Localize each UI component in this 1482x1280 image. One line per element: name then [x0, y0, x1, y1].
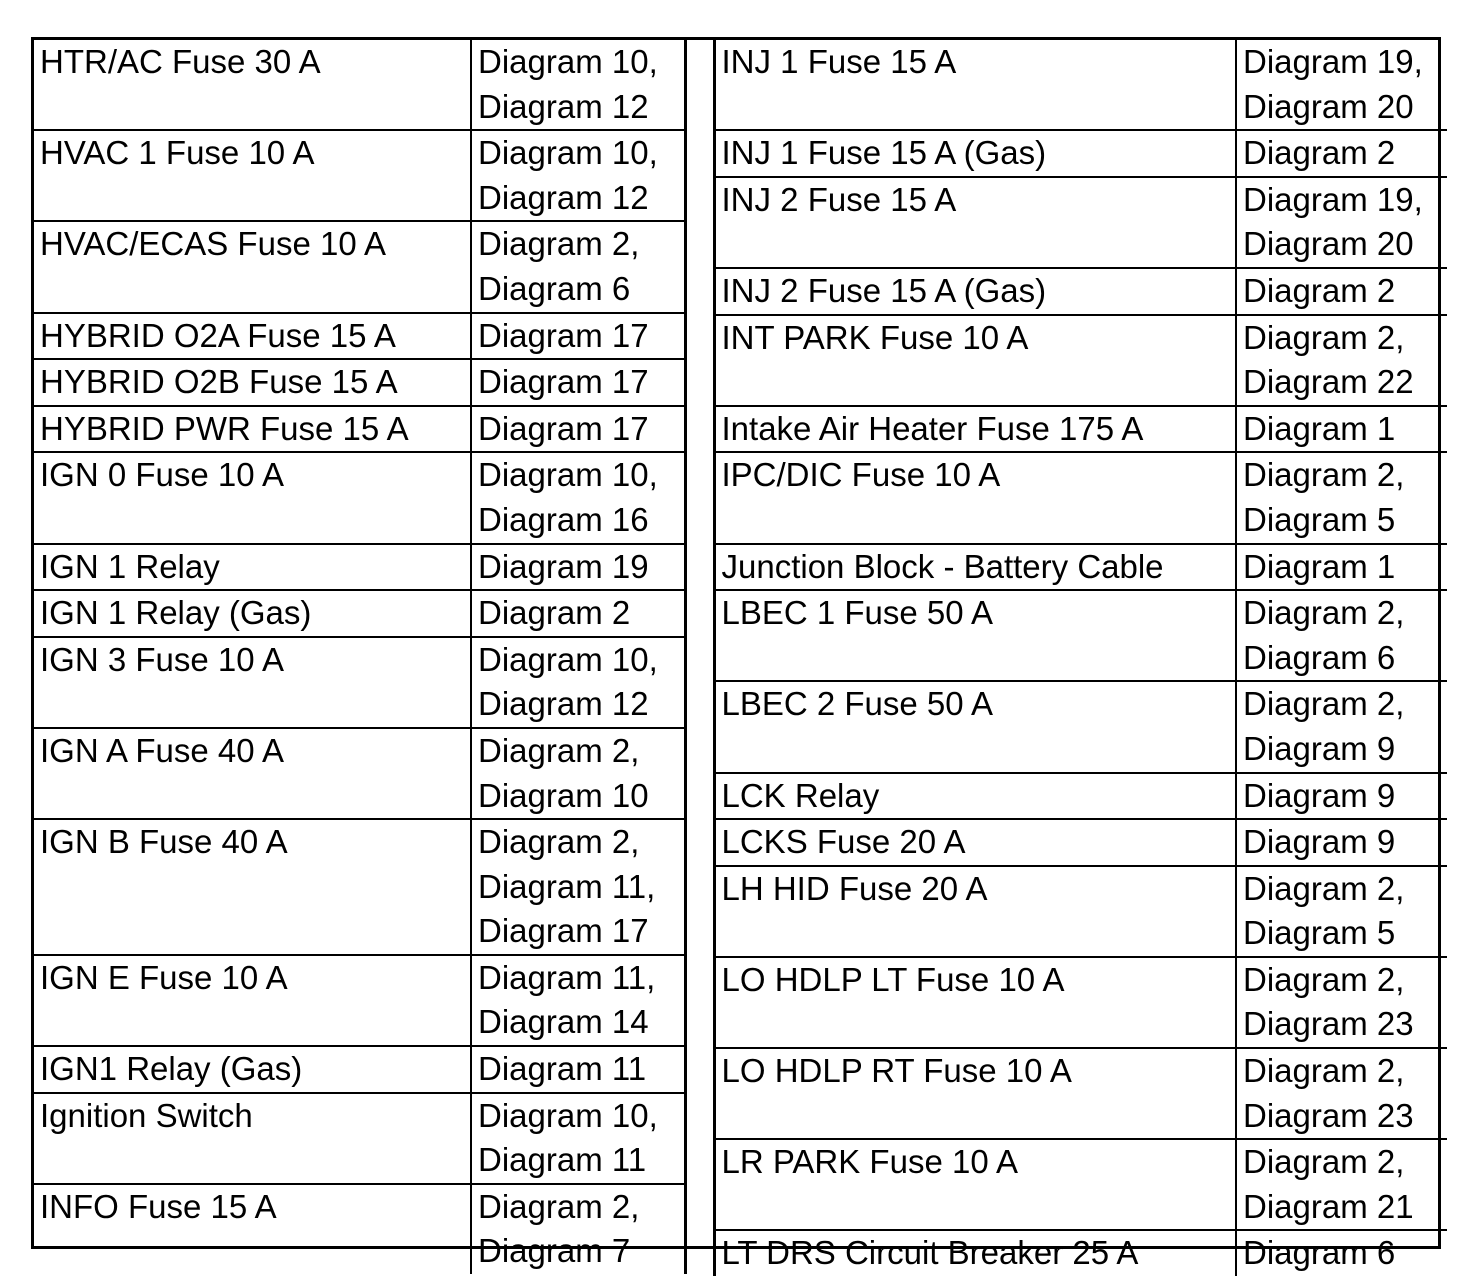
table-row	[34, 544, 685, 591]
diagram-reference: Diagram 11,	[478, 958, 656, 996]
diagram-reference: Diagram 2	[1243, 271, 1396, 309]
diagram-reference: Diagram 10,	[478, 43, 658, 80]
diagram-reference: Diagram 19,	[1243, 43, 1423, 80]
diagram-reference-cell	[1236, 315, 1447, 406]
component-name-cell: IGN 0 Fuse 10 A	[34, 452, 471, 543]
component-name-cell: LR PARK Fuse 10 A	[714, 1139, 1236, 1230]
component-name-cell: IPC/DIC Fuse 10 A	[714, 452, 1236, 543]
table-row	[714, 315, 1447, 406]
table-row	[34, 637, 685, 728]
diagram-reference: Diagram 1	[1243, 547, 1396, 585]
diagram-reference: Diagram 6	[478, 269, 631, 307]
table-row	[714, 1230, 1447, 1276]
diagram-reference: Diagram 2,	[1243, 685, 1405, 723]
diagram-reference: Diagram 5	[1243, 500, 1396, 538]
diagram-reference: Diagram 2,	[1243, 960, 1405, 998]
diagram-reference-cell	[471, 406, 685, 453]
component-name-cell: LT DRS Circuit Breaker 25 A	[714, 1230, 1236, 1276]
component-name-cell: INJ 1 Fuse 15 A (Gas)	[714, 130, 1236, 177]
diagram-reference-cell	[471, 637, 685, 728]
diagram-reference: Diagram 7	[478, 1232, 631, 1270]
component-name-cell: LO HDLP RT Fuse 10 A	[714, 1048, 1236, 1139]
diagram-reference: Diagram 9	[1243, 823, 1396, 861]
component-name-cell: LCKS Fuse 20 A	[714, 819, 1236, 866]
table-row	[34, 452, 685, 543]
diagram-reference: Diagram 17	[478, 363, 649, 401]
table-row	[34, 40, 685, 130]
component-name-cell: HTR/AC Fuse 30 A	[34, 40, 471, 130]
diagram-reference: Diagram 2,	[1243, 1052, 1405, 1090]
diagram-reference: Diagram 2,	[1243, 318, 1405, 356]
diagram-reference: Diagram 10,	[478, 456, 658, 494]
diagram-reference-cell	[1236, 406, 1447, 453]
diagram-reference-cell	[1236, 1230, 1447, 1276]
diagram-reference-cell	[1236, 452, 1447, 543]
component-name-cell: HYBRID O2B Fuse 15 A	[34, 359, 471, 406]
table-row	[34, 406, 685, 453]
table-row	[34, 1184, 685, 1274]
diagram-reference-cell	[471, 130, 685, 221]
diagram-reference: Diagram 2,	[478, 823, 640, 861]
diagram-reference-cell	[1236, 1048, 1447, 1139]
table-row	[714, 40, 1447, 130]
component-name-cell: IGN 1 Relay (Gas)	[34, 590, 471, 637]
diagram-reference: Diagram 9	[1243, 729, 1396, 767]
diagram-reference-cell	[471, 1046, 685, 1093]
component-name-cell: LBEC 1 Fuse 50 A	[714, 590, 1236, 681]
component-name-cell: HVAC 1 Fuse 10 A	[34, 130, 471, 221]
component-name-cell: INT PARK Fuse 10 A	[714, 315, 1236, 406]
component-name-cell: LH HID Fuse 20 A	[714, 866, 1236, 957]
diagram-reference-cell	[471, 1184, 685, 1274]
component-name-cell: INJ 1 Fuse 15 A	[714, 40, 1236, 130]
component-name-cell: IGN1 Relay (Gas)	[34, 1046, 471, 1093]
diagram-reference: Diagram 17	[478, 912, 649, 950]
diagram-reference: Diagram 19	[478, 547, 649, 585]
diagram-reference-cell	[1236, 819, 1447, 866]
component-name-cell: IGN E Fuse 10 A	[34, 955, 471, 1046]
diagram-reference-cell	[1236, 957, 1447, 1048]
table-row	[714, 1139, 1447, 1230]
component-index-table	[31, 37, 1441, 1272]
left-index-body	[34, 40, 685, 1274]
component-name-cell: HYBRID PWR Fuse 15 A	[34, 406, 471, 453]
diagram-reference: Diagram 12	[478, 685, 649, 723]
diagram-reference: Diagram 11,	[478, 867, 656, 905]
diagram-reference: Diagram 17	[478, 316, 649, 354]
component-name-cell: Intake Air Heater Fuse 175 A	[714, 406, 1236, 453]
table-row	[714, 452, 1447, 543]
table-row	[34, 359, 685, 406]
diagram-reference-cell	[1236, 773, 1447, 820]
diagram-reference: Diagram 10	[478, 776, 649, 814]
diagram-reference-cell	[471, 1093, 685, 1184]
component-name-cell: HYBRID O2A Fuse 15 A	[34, 313, 471, 360]
table-row	[714, 957, 1447, 1048]
table-row	[34, 728, 685, 819]
table-row	[34, 313, 685, 360]
diagram-reference: Diagram 21	[1243, 1187, 1414, 1225]
component-name-cell: LCK Relay	[714, 773, 1236, 820]
diagram-reference: Diagram 23	[1243, 1005, 1414, 1043]
diagram-reference-cell	[1236, 40, 1447, 130]
diagram-reference-cell	[1236, 866, 1447, 957]
diagram-reference: Diagram 14	[478, 1003, 649, 1041]
diagram-reference-cell	[1236, 177, 1447, 268]
component-name-cell: LO HDLP LT Fuse 10 A	[714, 957, 1236, 1048]
component-name-cell: IGN A Fuse 40 A	[34, 728, 471, 819]
diagram-reference: Diagram 23	[1243, 1096, 1414, 1134]
diagram-reference: Diagram 12	[478, 178, 649, 216]
table-row	[714, 130, 1447, 177]
diagram-reference: Diagram 10,	[478, 1096, 658, 1134]
diagram-reference-cell	[1236, 1139, 1447, 1230]
diagram-reference: Diagram 12	[478, 87, 649, 125]
diagram-reference-cell	[471, 544, 685, 591]
diagram-reference-cell	[1236, 268, 1447, 315]
diagram-reference: Diagram 2,	[478, 1187, 640, 1225]
table-row	[714, 773, 1447, 820]
component-name-cell: Junction Block - Battery Cable	[714, 544, 1236, 591]
diagram-reference: Diagram 6	[1243, 638, 1396, 676]
diagram-reference: Diagram 2	[478, 594, 631, 632]
diagram-reference-cell	[1236, 544, 1447, 591]
diagram-reference: Diagram 2,	[478, 731, 640, 769]
diagram-reference-cell	[471, 40, 685, 130]
diagram-reference: Diagram 16	[478, 500, 649, 538]
diagram-reference: Diagram 2,	[1243, 594, 1405, 632]
diagram-reference: Diagram 20	[1243, 87, 1414, 125]
diagram-reference: Diagram 11	[478, 1141, 647, 1179]
left-index-table	[34, 40, 687, 1274]
table-row	[34, 955, 685, 1046]
diagram-reference-cell	[471, 359, 685, 406]
diagram-reference-cell	[471, 819, 685, 955]
diagram-reference-cell	[1236, 130, 1447, 177]
diagram-reference-cell	[471, 590, 685, 637]
diagram-reference: Diagram 2,	[478, 225, 640, 263]
table-row	[714, 1048, 1447, 1139]
component-name-cell: INJ 2 Fuse 15 A	[714, 177, 1236, 268]
diagram-reference: Diagram 2,	[1243, 1143, 1405, 1181]
diagram-reference: Diagram 10,	[478, 640, 658, 678]
diagram-reference: Diagram 10,	[478, 134, 658, 172]
table-row	[714, 866, 1447, 957]
diagram-reference: Diagram 17	[478, 409, 649, 447]
component-name-cell: HVAC/ECAS Fuse 10 A	[34, 221, 471, 312]
diagram-reference-cell	[471, 955, 685, 1046]
table-row	[34, 1046, 685, 1093]
diagram-reference: Diagram 6	[1243, 1234, 1396, 1272]
right-index-body	[714, 40, 1447, 1276]
diagram-reference-cell	[471, 221, 685, 312]
diagram-reference: Diagram 19,	[1243, 180, 1423, 218]
table-row	[714, 177, 1447, 268]
diagram-reference-cell	[471, 728, 685, 819]
table-row	[34, 221, 685, 312]
component-name-cell: INJ 2 Fuse 15 A (Gas)	[714, 268, 1236, 315]
diagram-reference: Diagram 2,	[1243, 869, 1405, 907]
diagram-reference: Diagram 5	[1243, 914, 1396, 952]
diagram-reference: Diagram 2	[1243, 134, 1396, 172]
diagram-reference: Diagram 20	[1243, 225, 1414, 263]
diagram-reference-cell	[471, 452, 685, 543]
table-row	[34, 130, 685, 221]
diagram-reference-cell	[1236, 590, 1447, 681]
right-index-table	[713, 40, 1448, 1276]
component-name-cell: Ignition Switch	[34, 1093, 471, 1184]
component-name-cell: LBEC 2 Fuse 50 A	[714, 681, 1236, 772]
table-row	[714, 819, 1447, 866]
table-row	[714, 406, 1447, 453]
diagram-reference: Diagram 22	[1243, 363, 1414, 401]
diagram-reference: Diagram 2,	[1243, 456, 1405, 494]
table-row	[714, 681, 1447, 772]
table-row	[714, 590, 1447, 681]
diagram-reference: Diagram 1	[1243, 409, 1396, 447]
component-name-cell: IGN B Fuse 40 A	[34, 819, 471, 955]
component-name-cell: IGN 1 Relay	[34, 544, 471, 591]
diagram-reference-cell	[471, 313, 685, 360]
diagram-reference-cell	[1236, 681, 1447, 772]
table-row	[714, 268, 1447, 315]
table-row	[34, 590, 685, 637]
table-row	[34, 1093, 685, 1184]
column-gutter	[687, 40, 713, 1246]
diagram-reference: Diagram 9	[1243, 776, 1396, 814]
table-row	[34, 819, 685, 955]
diagram-reference: Diagram 11	[478, 1050, 647, 1088]
component-name-cell: IGN 3 Fuse 10 A	[34, 637, 471, 728]
component-name-cell: INFO Fuse 15 A	[34, 1184, 471, 1274]
table-row	[714, 544, 1447, 591]
